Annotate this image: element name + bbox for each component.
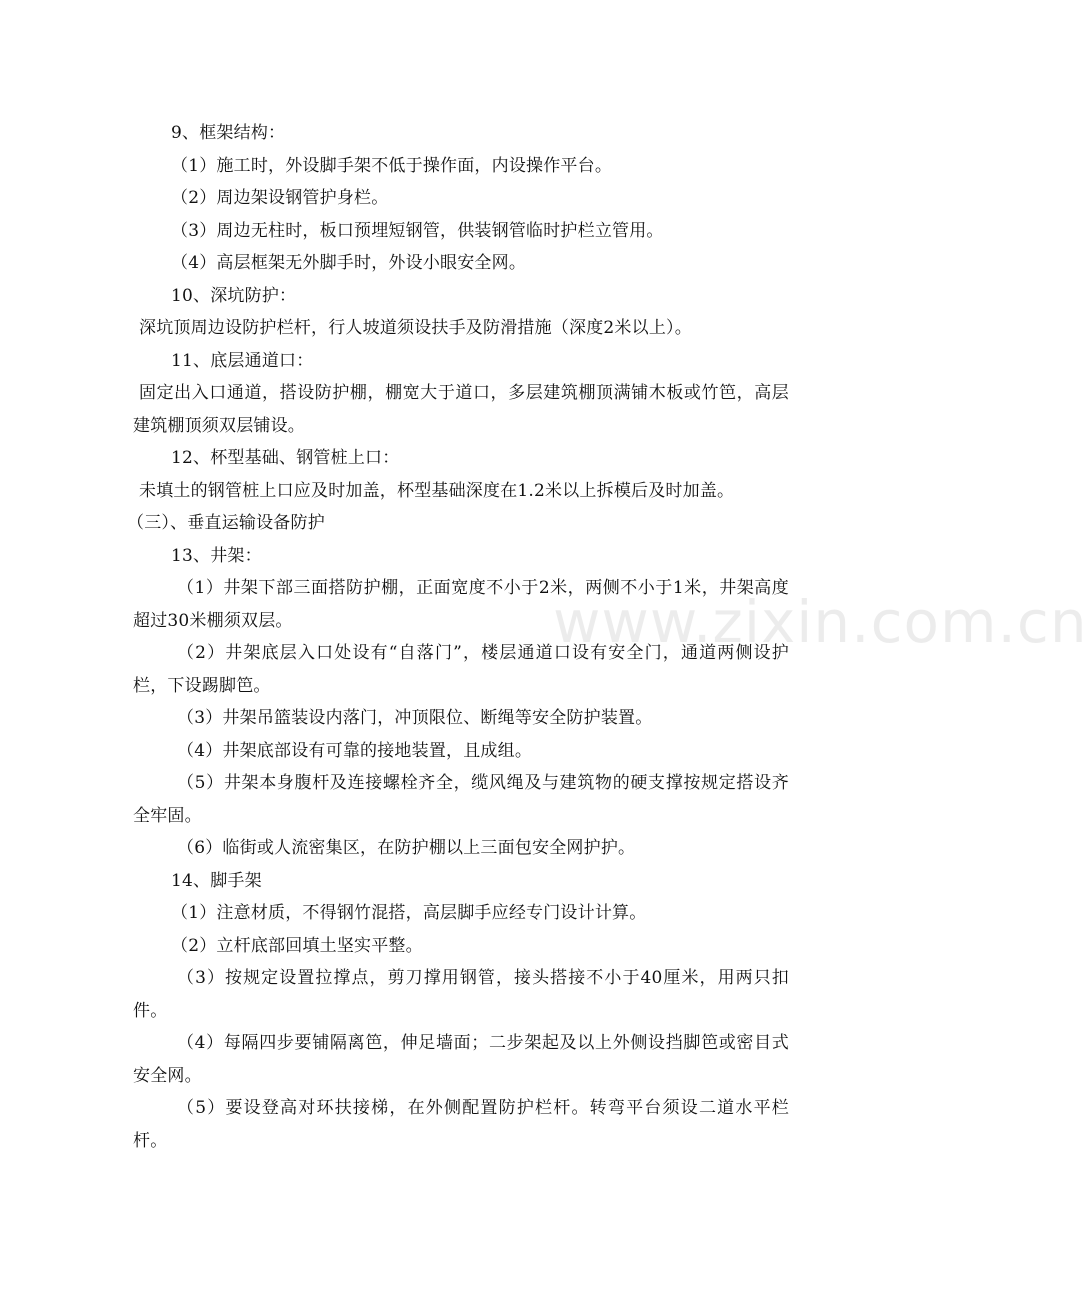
list-item: （4）每隔四步要铺隔离笆，伸足墙面；二步架起及以上外侧设挡脚笆或密目式安全网。 xyxy=(133,1033,789,1086)
watermark: www.zixin.com.cn xyxy=(553,588,1088,656)
heading-scaffold: 14、脚手架 xyxy=(171,870,262,891)
list-item: （1）施工时，外设脚手架不低于操作面，内设操作平台。 xyxy=(171,155,613,176)
heading-well-frame: 13、井架： xyxy=(171,545,262,566)
body-paragraph: 固定出入口通道，搭设防护棚，棚宽大于道口，多层建筑棚顶满铺木板或竹笆，高层建筑棚顶须双层铺设。 xyxy=(133,383,789,436)
document-body xyxy=(127,117,789,1157)
list-item: （5）要设登高对环扶接梯，在外侧配置防护栏杆。转弯平台须设二道水平栏杆。 xyxy=(133,1098,789,1151)
body-paragraph: 未填土的钢管桩上口应及时加盖，杯型基础深度在1.2米以上拆模后及时加盖。 xyxy=(139,480,735,501)
heading-cup-foundation: 12、杯型基础、钢管桩上口： xyxy=(171,448,400,468)
list-item: （2）井架底层入口处设有“自落门”，楼层通道口设有安全门，通道两侧设护栏，下设踢脚笆。 xyxy=(133,643,789,696)
heading-frame-structure: 9、框架结构： xyxy=(171,123,286,143)
heading-ground-passage: 11、底层通道口： xyxy=(171,350,314,371)
heading-deep-pit: 10、深坑防护： xyxy=(171,285,297,306)
list-item: （5）井架本身腹杆及连接螺栓齐全，缆风绳及与建筑物的硬支撑按规定搭设齐全牢固。 xyxy=(133,773,789,826)
body-paragraph: 深坑顶周边设防护栏杆，行人坡道须设扶手及防滑措施（深度2米以上）。 xyxy=(139,318,692,338)
section-heading: （三）、垂直运输设备防护 xyxy=(127,513,325,533)
list-item: （1）井架下部三面搭防护棚，正面宽度不小于2米，两侧不小于1米，井架高度超过30米棚须双层。 xyxy=(133,578,789,631)
list-item: （4）井架底部设有可靠的接地装置，且成组。 xyxy=(177,740,533,761)
list-item: （3）周边无柱时，板口预埋短钢管，供装钢管临时护栏立管用。 xyxy=(171,220,664,241)
list-item: （3）按规定设置拉撑点，剪刀撑用钢管，接头搭接不小于40厘米，用两只扣件。 xyxy=(133,968,789,1021)
list-item: （4）高层框架无外脚手时，外设小眼安全网。 xyxy=(171,253,527,273)
list-item: （1）注意材质，不得钢竹混搭，高层脚手应经专门设计计算。 xyxy=(171,903,647,923)
list-item: （2）立杆底部回填土坚实平整。 xyxy=(171,935,423,956)
list-item: （3）井架吊篮装设内落门，冲顶限位、断绳等安全防护装置。 xyxy=(177,708,653,728)
list-item: （6）临街或人流密集区，在防护棚以上三面包安全网护护。 xyxy=(177,838,636,858)
list-item: （2）周边架设钢管护身栏。 xyxy=(171,188,389,208)
